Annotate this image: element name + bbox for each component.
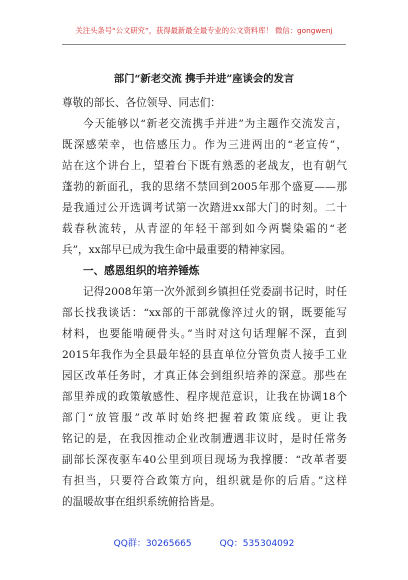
header-banner: 关注头条号“公文研究”，获得最新最全最专业的公文资料库！ 微信：gongwenj: [75, 26, 333, 35]
footer-contact: [0, 536, 408, 549]
body-line: 站在这个讲台上，望着台下既有熟悉的老战友，也有朝气: [62, 160, 347, 172]
body-line: 今天能够以“新老交流携手并进”为主题作交流发言，: [83, 118, 347, 130]
body-line: 铭记的是，在我因推动企业改制遭遇非议时，是时任常务: [62, 433, 347, 445]
body-line: 2015年我作为全县最年轻的县直单位分管负责人接手工业: [62, 349, 347, 361]
document-body: [62, 93, 347, 513]
body-line: 记得2008年第一次外派到乡镇担任党委副书记时，时任: [83, 286, 347, 298]
body-line: 是我通过公开选调考试第一次踏进xx部大门的时刻。二十: [62, 202, 347, 214]
body-line: 部门“放管服”改革时始终把握着政策底线。更让我: [62, 412, 347, 424]
footer-qq-group: QQ群：30265665: [113, 539, 192, 549]
body-line: 部长找我谈话：“xx部的干部就像淬过火的钢，既要能写: [62, 307, 347, 319]
body-line: 载春秋流转，从青涩的年轻干部到如今两鬓染霜的“老: [62, 223, 347, 235]
section-heading: 一、感恩组织的培养锤炼: [83, 265, 200, 277]
body-line: 副部长深夜驱车40公里到项目现场为我撑腰：“改革者要: [62, 454, 347, 466]
body-line: 蓬勃的新面孔，我的思绪不禁回到2005年那个盛夏——那: [62, 181, 347, 193]
body-line: 的温暖故事在组织系统俯拾皆是。: [62, 496, 221, 508]
body-line: 材料，也要能啃硬骨头。”当时对这句话理解不深，直到: [62, 328, 347, 340]
body-line: 部里养成的政策敏感性、程序规范意识，让我在协调18个: [62, 391, 347, 403]
body-line: 既深感荣幸，也倍感压力。作为三进两出的“老宣传”，: [62, 139, 347, 151]
body-line: 有担当，只要符合政策方向，组织就是你的后盾。”这样: [62, 475, 347, 487]
document-title: 部门“新老交流 携手并进”座谈会的发言: [113, 73, 295, 85]
footer-qq-number: QQ：535304092: [219, 539, 295, 549]
body-line: 兵”，xx部早已成为我生命中最重要的精神家园。: [62, 244, 292, 256]
body-line: 尊敬的部长、各位领导、同志们：: [62, 97, 221, 109]
body-line: 园区改革任务时，才真正体会到组织培养的深意。那些在: [62, 370, 347, 382]
header-divider: [62, 44, 346, 45]
